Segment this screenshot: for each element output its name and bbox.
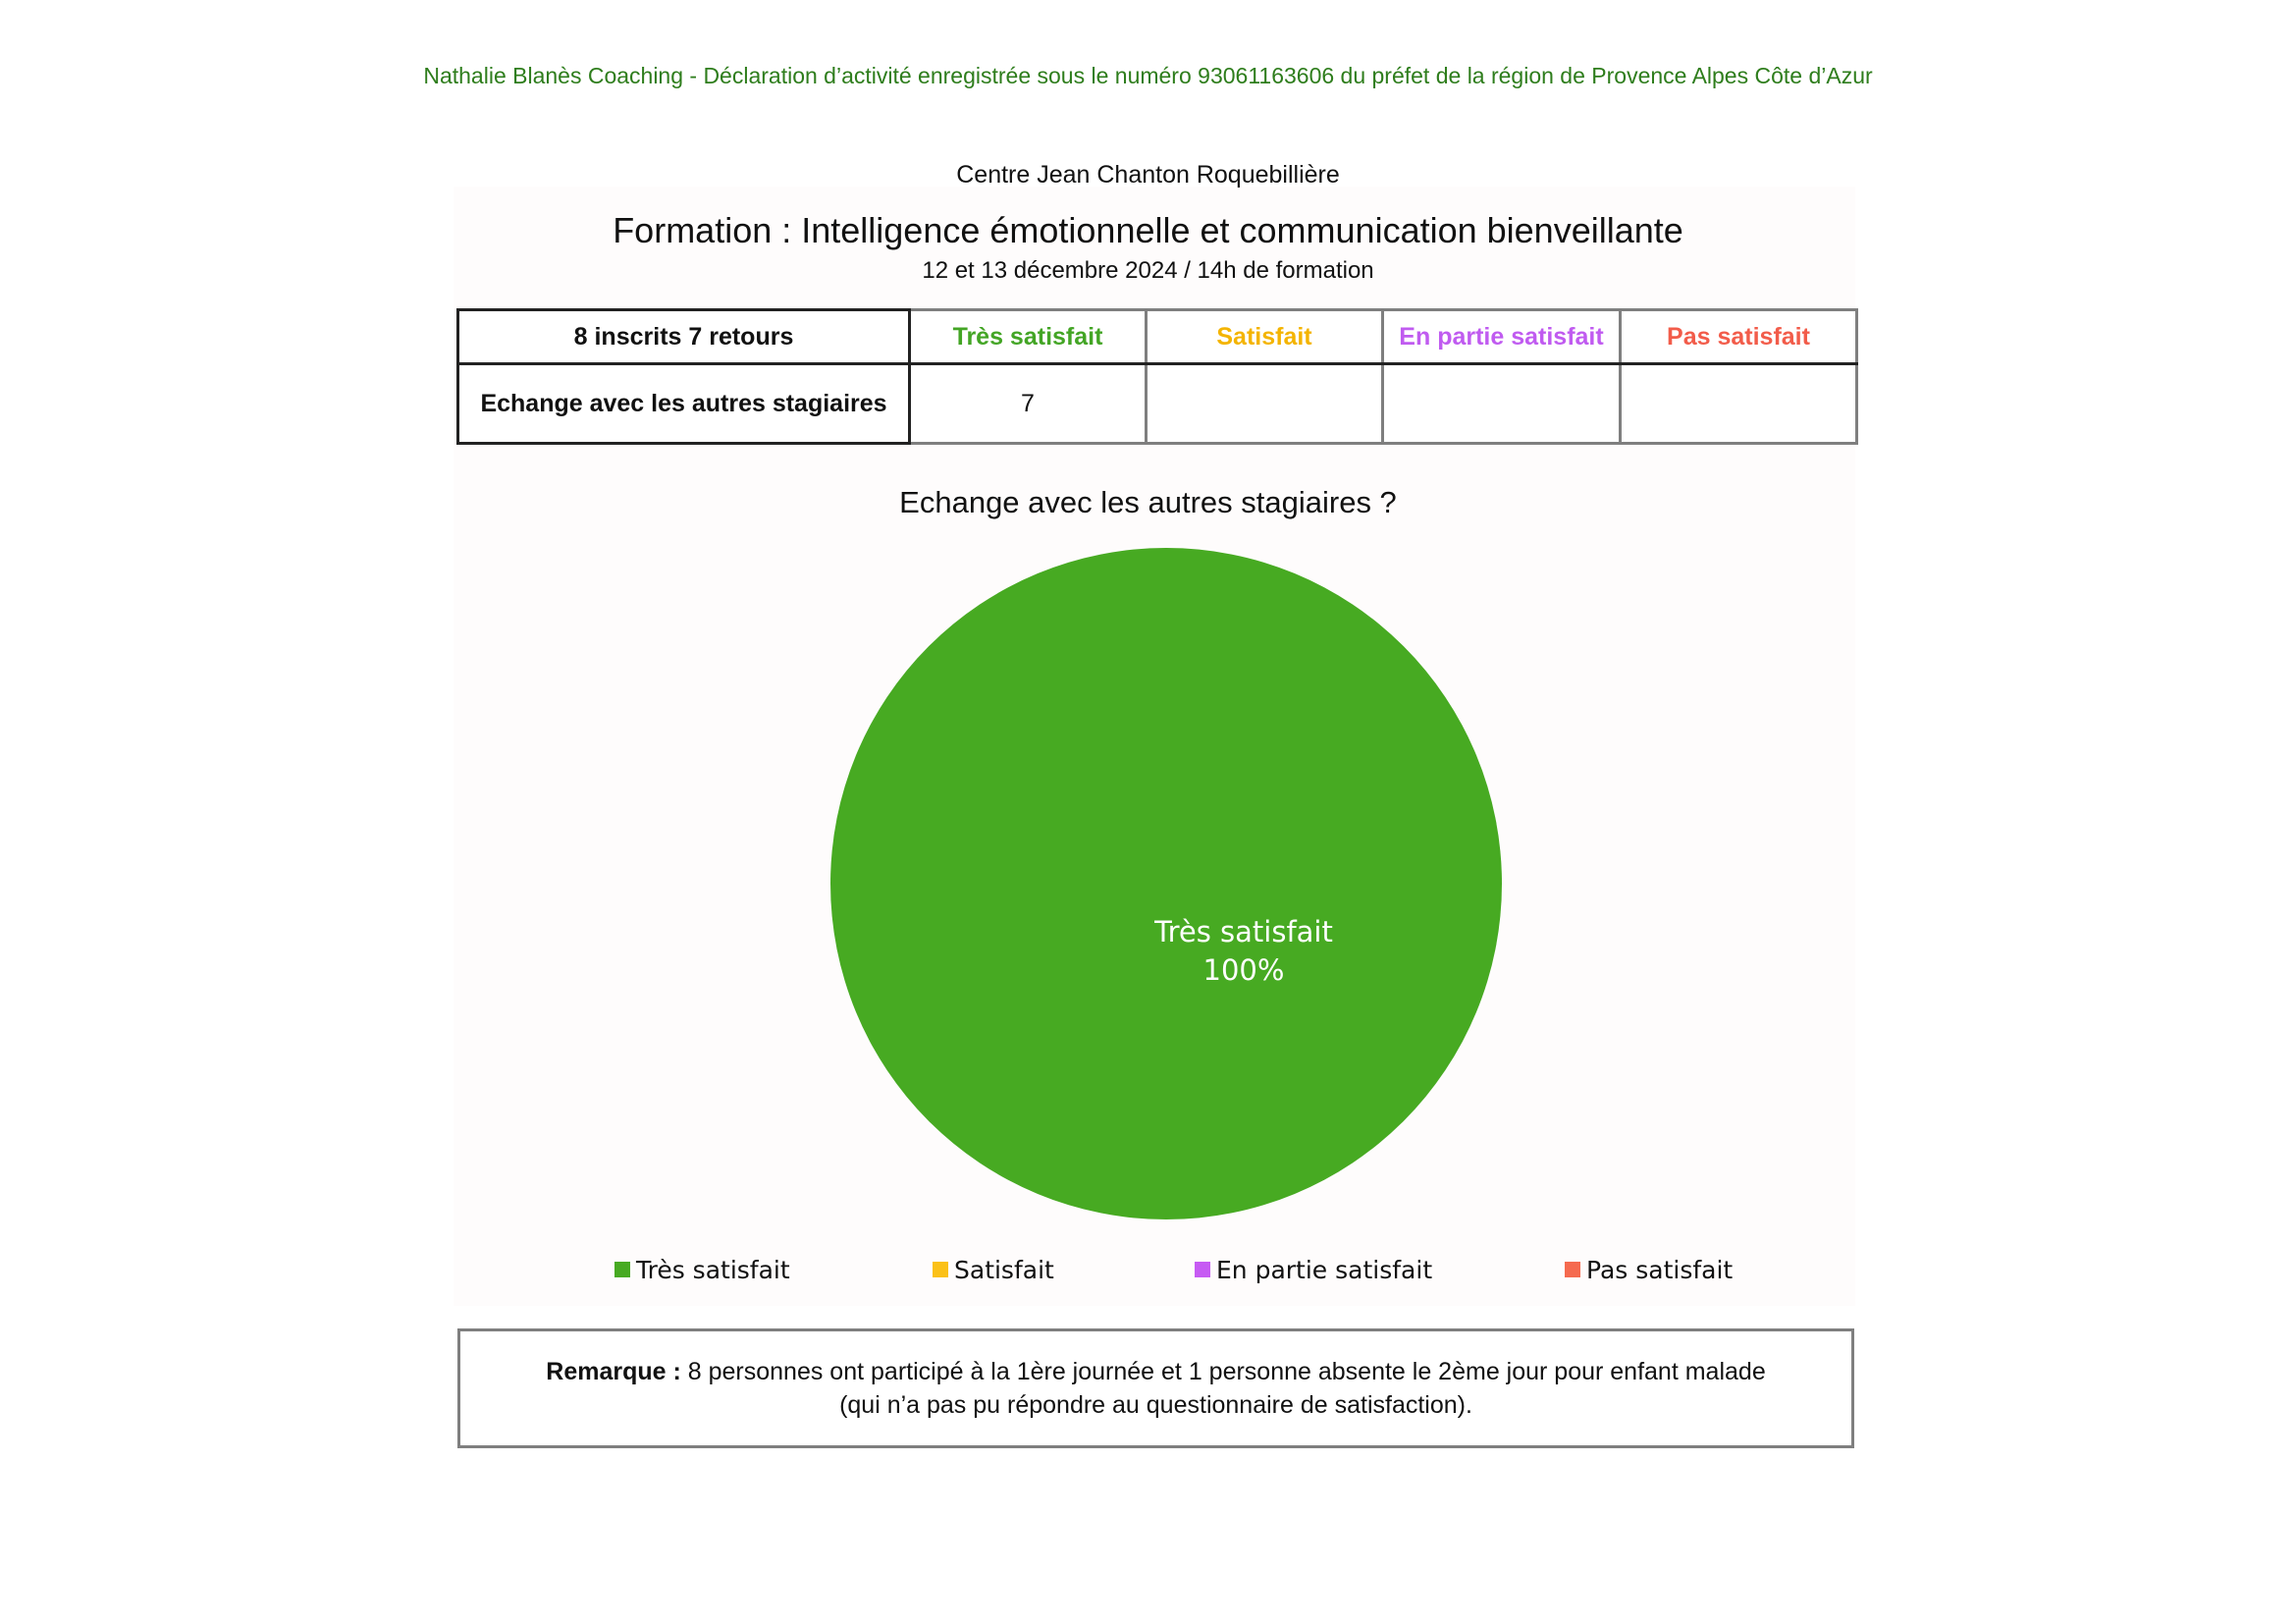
legend-item-pas-satisfait [1565,1253,1733,1286]
legend-item-tres-satisfait [614,1253,790,1286]
legend-item-en-partie-satisfait [1195,1253,1432,1286]
legend-item-satisfait [933,1253,1054,1286]
organization-header: Nathalie Blanès Coaching - Déclaration d’activité enregistrée sous le numéro 93061163606 du préfet de la région de Provence Alpes Côte d’Azur [423,63,1873,88]
legend-label-en-partie-satisfait: En partie satisfait [1216,1255,1433,1284]
formation-title: Formation : Intelligence émotionnelle et communication bienveillante [613,210,1683,250]
header-satisfait: Satisfait [1147,310,1383,364]
remark-text-1: 8 personnes ont participé à la 1ère journée et 1 personne absente le 2ème jour pour enfant malade [687,1358,1766,1385]
remark-line-1 [460,1355,1851,1388]
cell-tres-satisfait: 7 [910,364,1147,444]
pie-slice-tres-satisfait [830,548,1502,1219]
remark-label: Remarque : [546,1358,681,1385]
remark-line-2: (qui n’a pas pu répondre au questionnaire de satisfaction). [839,1391,1472,1419]
formation-dates: 12 et 13 décembre 2024 / 14h de formation [922,257,1374,284]
header-summary: 8 inscrits 7 retours [458,310,910,364]
header-tres-satisfait: Très satisfait [910,310,1147,364]
chart-title: Echange avec les autres stagiaires ? [899,485,1397,519]
legend-swatch-en-partie-satisfait [1195,1262,1210,1277]
pie-data-label-percent: 100% [1202,953,1285,987]
legend-label-tres-satisfait: Très satisfait [636,1255,790,1284]
legend-swatch-tres-satisfait [614,1262,630,1277]
legend-label-pas-satisfait: Pas satisfait [1586,1255,1734,1284]
center-name: Centre Jean Chanton Roquebillière [956,161,1340,189]
header-en-partie-satisfait: En partie satisfait [1383,310,1621,364]
header-pas-satisfait: Pas satisfait [1621,310,1857,364]
legend-swatch-pas-satisfait [1565,1262,1580,1277]
remark-box [457,1328,1854,1448]
legend-label-satisfait: Satisfait [954,1255,1054,1284]
row-label: Echange avec les autres stagiaires [458,364,910,444]
legend-swatch-satisfait [933,1262,948,1277]
pie-data-label-category: Très satisfait [1154,915,1333,948]
